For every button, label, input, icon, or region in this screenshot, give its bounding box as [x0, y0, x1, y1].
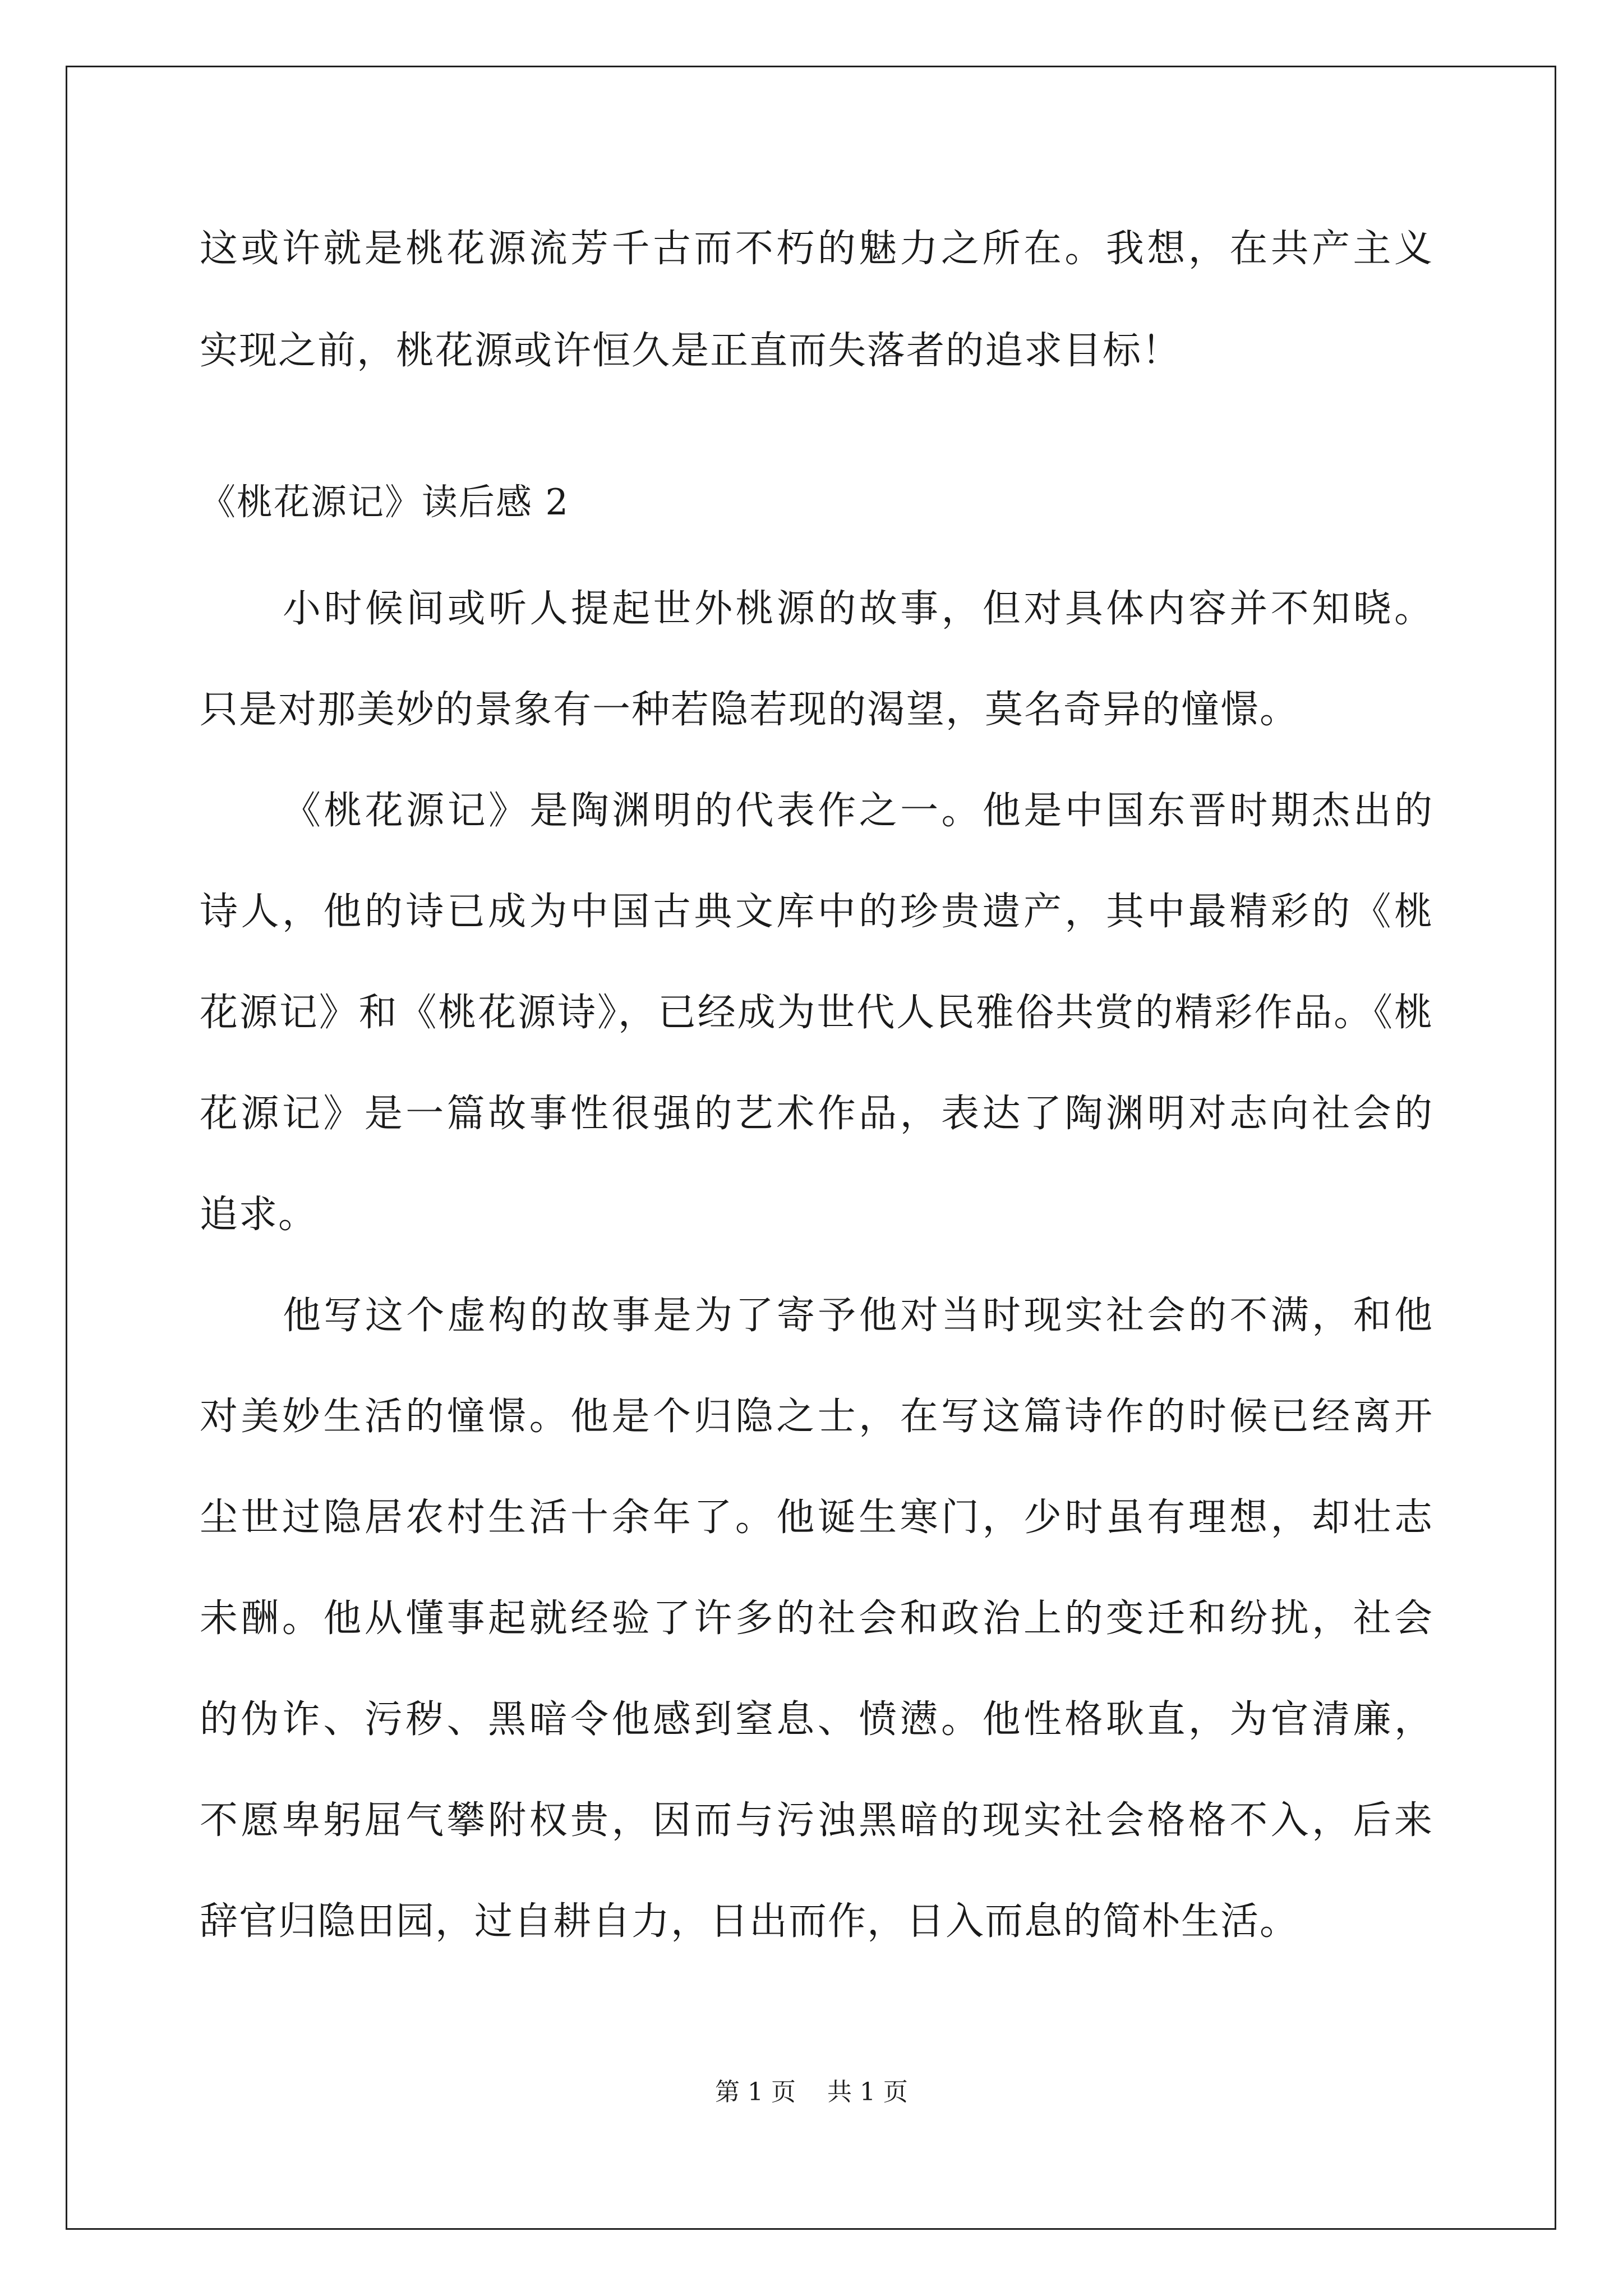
text-line: 的伪诈、污秽、黑暗令他感到窒息、愤懑。他性格耿直，为官清廉，: [200, 1697, 1433, 1742]
text-line: 对美妙生活的憧憬。他是个归隐之士，在写这篇诗作的时候已经离开: [200, 1395, 1433, 1439]
text-line: 这或许就是桃花源流芳千古而不朽的魅力之所在。我想，在共产主义: [200, 227, 1433, 271]
text-line: 未酬。他从懂事起就经验了许多的社会和政治上的变迁和纷扰，社会: [200, 1596, 1433, 1641]
text-line: 辞官归隐田园，过自耕自力，日出而作，日入而息的简朴生活。: [200, 1899, 1299, 1944]
text-line: 尘世过隐居农村生活十余年了。他诞生寒门，少时虽有理想，却壮志: [200, 1496, 1433, 1540]
text-line: 实现之前，桃花源或许恒久是正直而失落者的追求目标！: [200, 329, 1182, 373]
text-line: 《桃花源记》是陶渊明的代表作之一。他是中国东晋时期杰出的: [283, 789, 1433, 833]
text-line: 不愿卑躬屈气攀附权贵，因而与污浊黑暗的现实社会格格不入，后来: [200, 1798, 1433, 1843]
text-line: 追求。: [200, 1193, 318, 1237]
text-line: 他写这个虚构的故事是为了寄予他对当时现实社会的不满，和他: [283, 1294, 1433, 1338]
page-number-footer: 第 1 页 共 1 页: [715, 2078, 908, 2106]
text-line: 诗人，他的诗已成为中国古典文库中的珍贵遗产，其中最精彩的《桃: [200, 890, 1433, 934]
section-heading: 《桃花源记》读后感 2: [200, 482, 570, 523]
text-line: 花源记》和《桃花源诗》，已经成为世代人民雅俗共赏的精彩作品。《桃: [200, 991, 1433, 1035]
text-line: 只是对那美妙的景象有一种若隐若现的渴望，莫名奇异的憧憬。: [200, 688, 1299, 732]
text-line: 花源记》是一篇故事性很强的艺术作品，表达了陶渊明对志向社会的: [200, 1092, 1433, 1136]
text-line: 小时候间或听人提起世外桃源的故事，但对具体内容并不知晓。: [283, 587, 1433, 631]
